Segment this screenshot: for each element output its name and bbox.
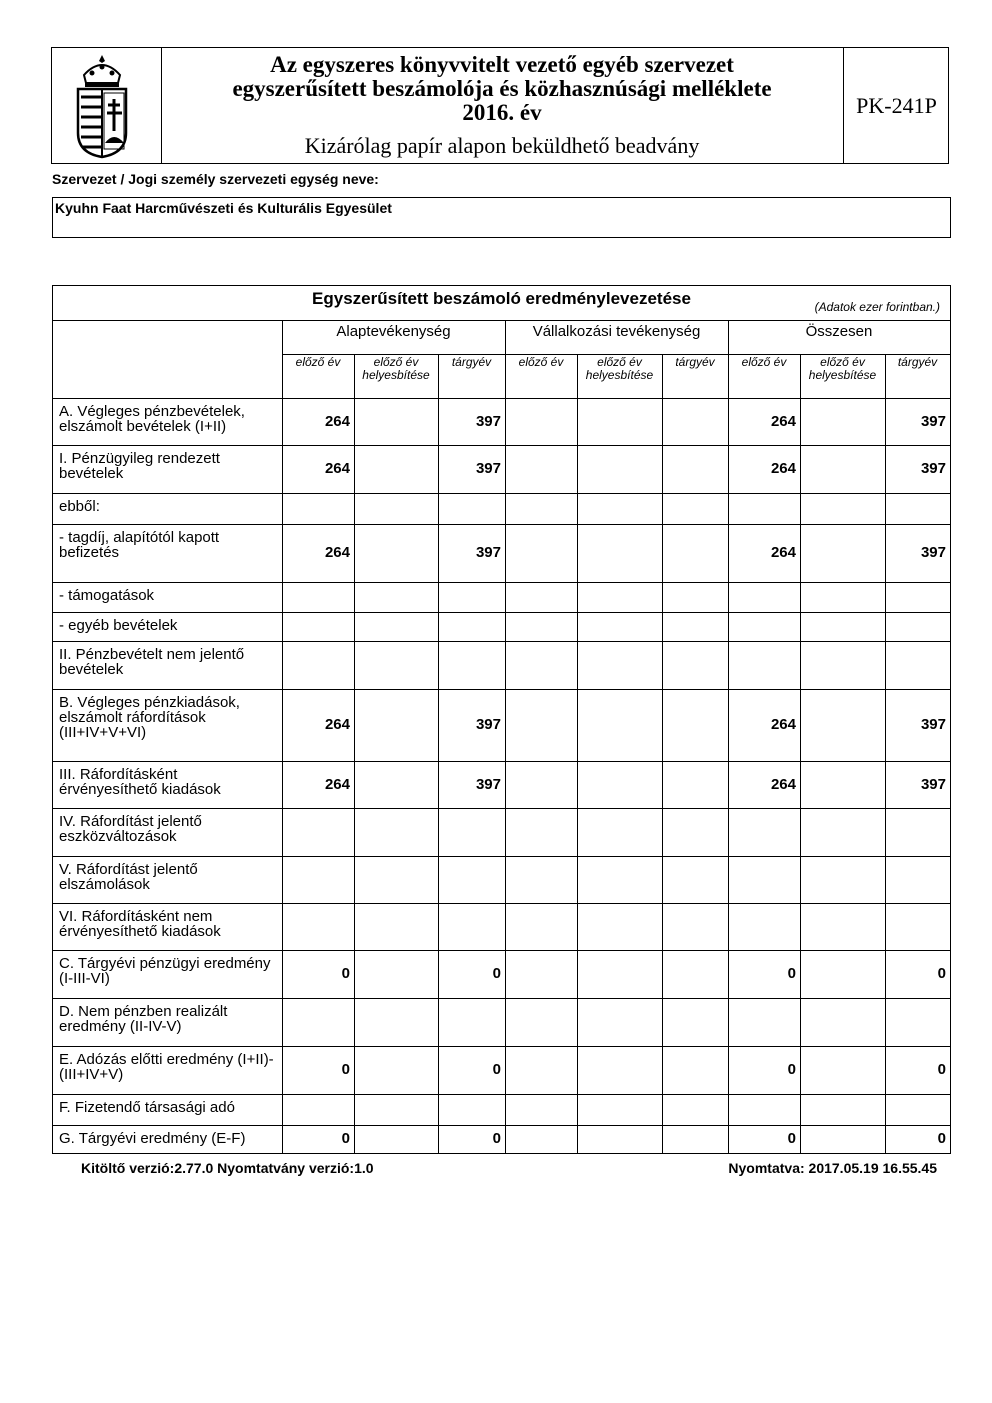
subcolumn-header: előző év [295, 355, 341, 369]
table-hline [53, 761, 950, 762]
table-cell[interactable]: 397 [475, 460, 501, 477]
row-label: VI. Ráfordításként nem érvényesíthető kiadások [59, 908, 221, 940]
table-cell[interactable]: 397 [475, 775, 501, 793]
subcolumn-header: előző év helyesbítése [585, 355, 654, 382]
subcolumn-header: tárgyév [451, 355, 492, 369]
table-vline [282, 320, 283, 1153]
table-hline [53, 582, 950, 583]
table-hline [53, 1094, 950, 1095]
table-hline [53, 903, 950, 904]
subcolumn-header: előző év helyesbítése [808, 355, 877, 382]
subcolumn-header: tárgyév [675, 355, 715, 369]
table-vline [354, 354, 355, 1153]
table-cell[interactable]: 264 [770, 716, 796, 733]
title-line-3: 2016. év [462, 100, 542, 125]
subcolumn-header: előző év helyesbítése [362, 355, 430, 382]
table-cell[interactable]: 0 [492, 1130, 501, 1147]
table-vline [505, 320, 506, 1153]
table-hline [53, 493, 950, 494]
table-vline [662, 354, 663, 1153]
row-label: E. Adózás előtti eredmény (I+II)-(III+IV+V) [59, 1051, 274, 1083]
table-cell[interactable]: 264 [770, 775, 796, 793]
row-label: - támogatások [59, 587, 155, 604]
row-label: II. Pénzbevételt nem jelentő bevételek [59, 646, 245, 678]
table-cell[interactable]: 397 [920, 412, 946, 430]
table-hline [53, 398, 950, 399]
table-cell[interactable]: 0 [787, 965, 796, 982]
table-cell[interactable]: 0 [341, 1130, 350, 1147]
column-group-3: Összesen [805, 323, 873, 340]
table-cell[interactable]: 397 [920, 775, 946, 793]
table-hline [53, 320, 950, 321]
table-cell[interactable]: 264 [324, 775, 350, 793]
table-cell[interactable]: 264 [324, 460, 350, 477]
table-cell[interactable]: 397 [920, 716, 946, 733]
subcolumn-header: előző év [518, 355, 564, 369]
table-cell[interactable]: 264 [324, 544, 350, 561]
income-statement-table [52, 285, 951, 1154]
table-cell[interactable]: 397 [475, 544, 501, 561]
row-label: F. Fizetendő társasági adó [59, 1099, 235, 1116]
row-label: ebből: [59, 498, 100, 515]
table-cell[interactable]: 397 [920, 460, 946, 477]
table-cell[interactable]: 0 [787, 1130, 796, 1147]
table-hline [53, 689, 950, 690]
table-cell[interactable]: 0 [937, 965, 946, 982]
table-cell[interactable]: 264 [770, 544, 796, 561]
table-vline [728, 320, 729, 1153]
table-hline [53, 1125, 950, 1126]
row-label: I. Pénzügyileg rendezett bevételek [59, 450, 220, 482]
form-header [51, 47, 949, 164]
coat-of-arms-box [52, 48, 162, 163]
row-label: G. Tárgyévi eredmény (E-F) [59, 1130, 246, 1147]
print-timestamp: Nyomtatva: 2017.05.19 16.55.45 [728, 1160, 937, 1176]
table-cell[interactable]: 0 [341, 965, 350, 982]
form-code: PK-241P [843, 48, 949, 163]
table-cell[interactable]: 397 [475, 716, 501, 733]
table-cell[interactable]: 264 [324, 716, 350, 733]
table-hline [53, 641, 950, 642]
table-hline [53, 998, 950, 999]
table-cell[interactable]: 397 [920, 544, 946, 561]
table-cell[interactable]: 0 [492, 1061, 501, 1078]
table-hline [53, 612, 950, 613]
table-cell[interactable]: 264 [770, 460, 796, 477]
table-hline [53, 1046, 950, 1047]
table-hline [53, 808, 950, 809]
form-title [161, 53, 843, 125]
table-cell[interactable]: 0 [787, 1061, 796, 1078]
title-line-1: Az egyszeres könyvvitelt vezető egyéb szervezet [270, 52, 734, 77]
table-vline [577, 354, 578, 1153]
row-label: - egyéb bevételek [59, 617, 178, 634]
title-line-2: egyszerűsített beszámolója és közhasznúsági melléklete [232, 76, 772, 101]
table-cell[interactable]: 0 [937, 1061, 946, 1078]
organization-label: Szervezet / Jogi személy szervezeti egység neve: [52, 171, 379, 187]
table-hline [53, 524, 950, 525]
table-vline [800, 354, 801, 1153]
table-cell[interactable]: 0 [341, 1061, 350, 1078]
row-label: IV. Ráfordítást jelentő eszközváltozások [59, 813, 202, 845]
subcolumn-header: előző év [741, 355, 787, 369]
table-hline [53, 856, 950, 857]
table-cell[interactable]: 397 [475, 412, 501, 430]
organization-name: Kyuhn Faat Harcművészeti és Kulturális Egyesület [55, 200, 392, 216]
row-label: V. Ráfordítást jelentő elszámolások [59, 861, 198, 893]
version-info: Kitöltő verzió:2.77.0 Nyomtatvány verzió:1.0 [81, 1160, 374, 1176]
organization-name-field[interactable] [52, 197, 951, 238]
row-label: C. Tárgyévi pénzügyi eredmény (I-III-VI) [59, 955, 271, 987]
form-subtitle: Kizárólag papír alapon beküldhető beadvány [304, 133, 700, 158]
row-label: III. Ráfordításként érvényesíthető kiadások [59, 766, 221, 798]
row-label: B. Végleges pénzkiadások, elszámolt ráfordítások (III+IV+V+VI) [59, 694, 240, 741]
row-label: D. Nem pénzben realizált eredmény (II-IV-V) [59, 1003, 228, 1035]
table-hline [53, 950, 950, 951]
table-cell[interactable]: 0 [492, 965, 501, 982]
coat-of-arms-icon [72, 53, 132, 159]
row-label: A. Végleges pénzbevételek, elszámolt bevételek (I+II) [59, 403, 245, 435]
units-note: (Adatok ezer forintban.) [814, 300, 940, 314]
column-group-1: Alaptevékenység [336, 323, 451, 340]
table-title: Egyszerűsített beszámoló eredménylevezetése [312, 289, 691, 308]
title-box [161, 48, 843, 163]
table-cell[interactable]: 264 [324, 412, 350, 430]
table-hline [53, 445, 950, 446]
row-label: - tagdíj, alapítótól kapott befizetés [59, 529, 220, 561]
column-group-2: Vállalkozási tevékenység [532, 323, 701, 340]
table-cell[interactable]: 0 [937, 1130, 946, 1147]
table-cell[interactable]: 264 [770, 412, 796, 430]
subcolumn-header: tárgyév [897, 355, 938, 369]
